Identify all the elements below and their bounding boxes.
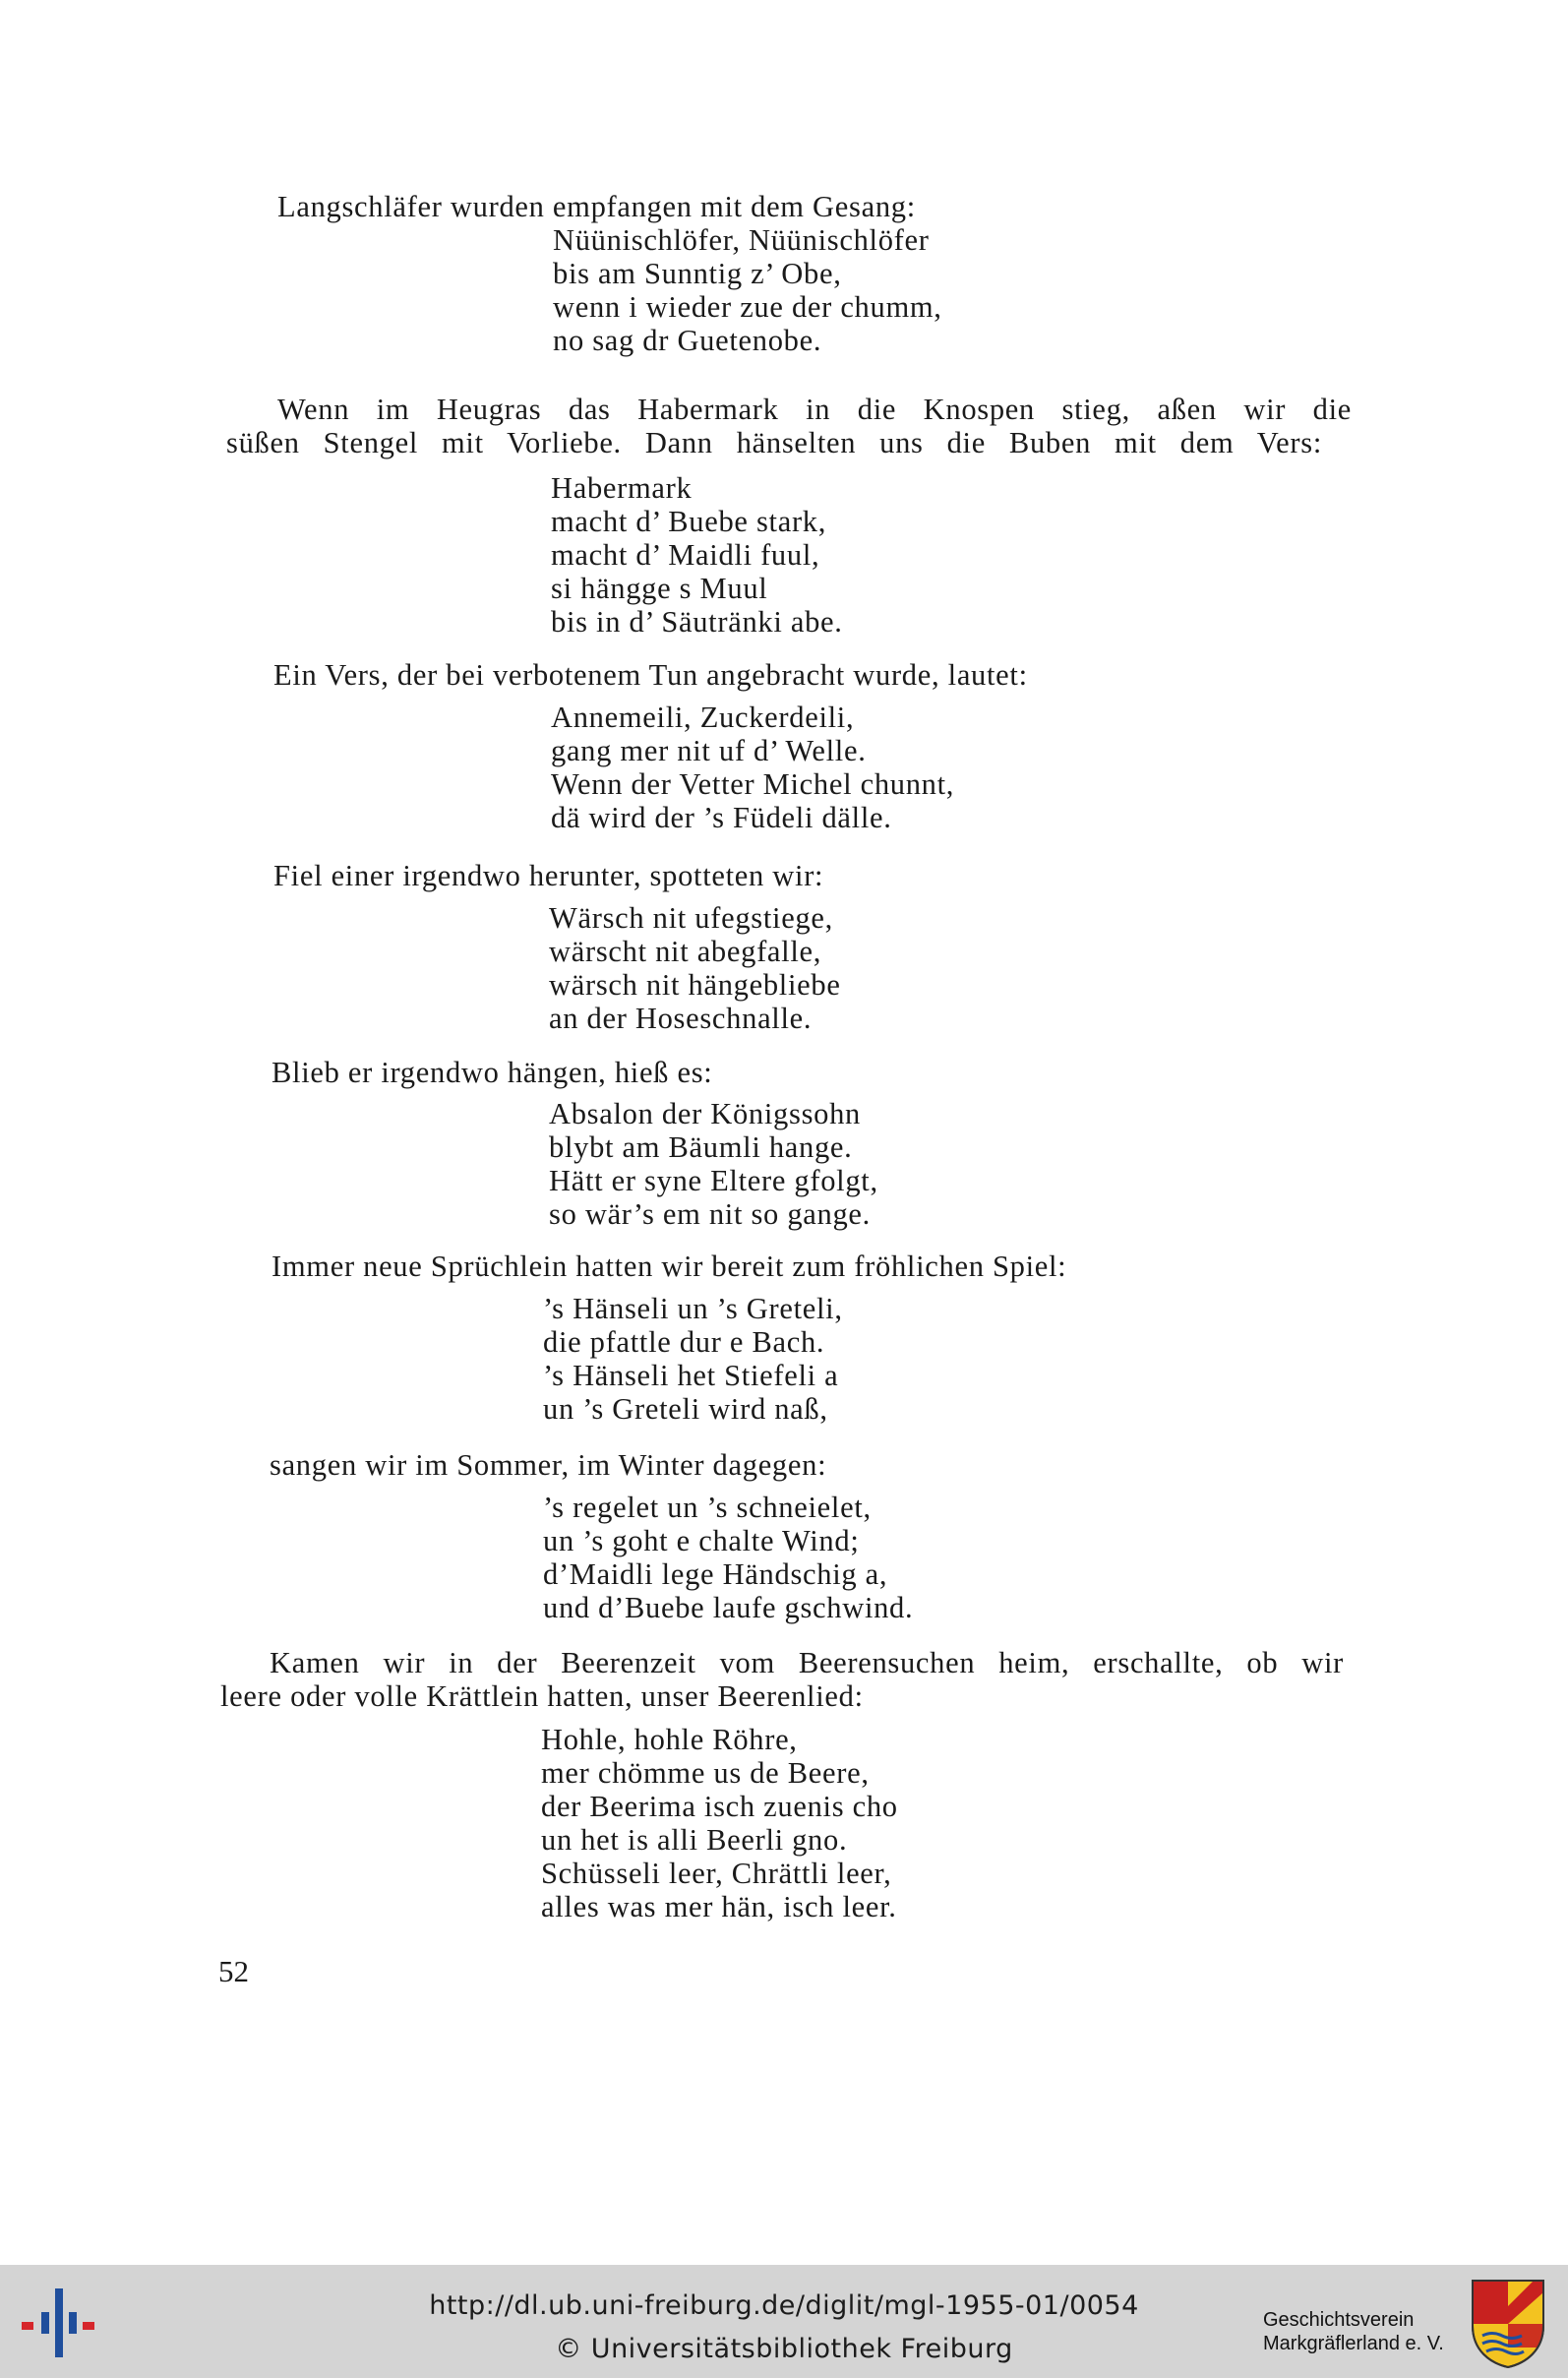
- paragraph-text: sangen wir im Sommer, im Winter dagegen:: [270, 1448, 827, 1482]
- verse-line: Hohle, hohle Röhre,: [541, 1723, 798, 1756]
- verse-line: d’Maidli lege Händschig a,: [543, 1557, 888, 1591]
- verse-5: [549, 1097, 878, 1231]
- verse-4: [549, 901, 841, 1035]
- page-number: 52: [218, 1954, 249, 1988]
- verse-line: ’s Hänseli het Stiefeli a: [543, 1359, 839, 1392]
- verse-line: Annemeili, Zuckerdeili,: [551, 701, 855, 734]
- verse-line: Nüünischlöfer, Nüünischlöfer: [553, 223, 930, 257]
- paragraph: [0, 1448, 1568, 1482]
- verse-line: Habermark: [551, 471, 693, 505]
- verse-line: macht d’ Buebe stark,: [551, 505, 827, 538]
- verse-line: no sag dr Guetenobe.: [553, 324, 822, 357]
- paragraph: [0, 658, 1568, 692]
- paragraph: [0, 190, 1568, 223]
- footer-copyright: © Universitätsbibliothek Freiburg: [555, 2334, 1013, 2364]
- verse-line: Hätt er syne Eltere gfolgt,: [549, 1164, 878, 1197]
- footer-bar: [0, 2265, 1568, 2378]
- verse-line: Schüsseli leer, Chrättli leer,: [541, 1857, 892, 1890]
- verse-line: un ’s Greteli wird naß,: [543, 1392, 828, 1426]
- verse-line: ’s Hänseli un ’s Greteli,: [543, 1292, 843, 1325]
- verse-line: si hängge s Muul: [551, 572, 768, 605]
- verse-line: Wärsch nit ufegstiege,: [549, 901, 833, 935]
- verse-line: blybt am Bäumli hange.: [549, 1130, 853, 1164]
- paragraph: [0, 859, 1568, 892]
- paragraph-text: leere oder volle Krättlein hatten, unser Beerenlied:: [220, 1679, 864, 1713]
- verse-line: an der Hoseschnalle.: [549, 1002, 813, 1035]
- verse-3: [551, 701, 954, 834]
- paragraph-text: süßen Stengel mit Vorliebe. Dann hänselten uns die Buben mit dem Vers:: [226, 426, 1322, 459]
- verse-7: [543, 1491, 913, 1624]
- paragraph-text: Kamen wir in der Beerenzeit vom Beerensuchen heim, erschallte, ob wir: [270, 1646, 1344, 1679]
- verse-line: mer chömme us de Beere,: [541, 1756, 870, 1790]
- verse-line: und d’Buebe laufe gschwind.: [543, 1591, 914, 1624]
- paragraph-text: Langschläfer wurden empfangen mit dem Gesang:: [277, 190, 916, 223]
- verse-line: gang mer nit uf d’ Welle.: [551, 734, 867, 767]
- verse-line: Wenn der Vetter Michel chunnt,: [551, 767, 955, 801]
- verse-line: alles was mer hän, isch leer.: [541, 1890, 897, 1923]
- verse-6: [543, 1292, 843, 1426]
- paragraph-text: Blieb er irgendwo hängen, hieß es:: [271, 1056, 713, 1089]
- paragraph: [0, 1646, 1568, 1713]
- verse-line: ’s regelet un ’s schneielet,: [543, 1491, 872, 1524]
- footer-url-link[interactable]: http://dl.ub.uni-freiburg.de/diglit/mgl-1955-01/0054: [429, 2290, 1139, 2321]
- paragraph-text: Immer neue Sprüchlein hatten wir bereit zum fröhlichen Spiel:: [271, 1250, 1067, 1283]
- verse-line: wärscht nit abegfalle,: [549, 935, 822, 968]
- verse-line: so wär’s em nit so gange.: [549, 1197, 871, 1231]
- verse-line: un het is alli Beerli gno.: [541, 1823, 848, 1857]
- verse-line: der Beerima isch zuenis cho: [541, 1790, 898, 1823]
- coat-of-arms-icon: [1469, 2277, 1547, 2370]
- verse-1: [553, 223, 942, 357]
- paragraph-text: Ein Vers, der bei verbotenem Tun angebracht wurde, lautet:: [273, 658, 1028, 692]
- verse-line: bis in d’ Säutränki abe.: [551, 605, 843, 639]
- society-name-line: Geschichtsverein: [1263, 2309, 1415, 2331]
- verse-line: wärsch nit hängebliebe: [549, 968, 841, 1002]
- verse-line: die pfattle dur e Bach.: [543, 1325, 825, 1359]
- verse-line: bis am Sunntig z’ Obe,: [553, 257, 842, 290]
- paragraph: [0, 1056, 1568, 1089]
- paragraph-text: Wenn im Heugras das Habermark in die Knospen stieg, aßen wir die: [277, 393, 1352, 426]
- verse-8: [541, 1723, 898, 1923]
- paragraph-text: Fiel einer irgendwo herunter, spotteten wir:: [273, 859, 824, 892]
- verse-line: un ’s goht e chalte Wind;: [543, 1524, 860, 1557]
- society-name: [1263, 2308, 1444, 2355]
- verse-line: macht d’ Maidli fuul,: [551, 538, 820, 572]
- paragraph: [0, 1250, 1568, 1283]
- verse-line: Absalon der Königssohn: [549, 1097, 861, 1130]
- paragraph: [0, 393, 1568, 459]
- verse-line: wenn i wieder zue der chumm,: [553, 290, 942, 324]
- verse-2: [551, 471, 843, 639]
- society-name-line: Markgräflerland e. V.: [1263, 2333, 1444, 2354]
- verse-line: dä wird der ’s Füdeli dälle.: [551, 801, 892, 834]
